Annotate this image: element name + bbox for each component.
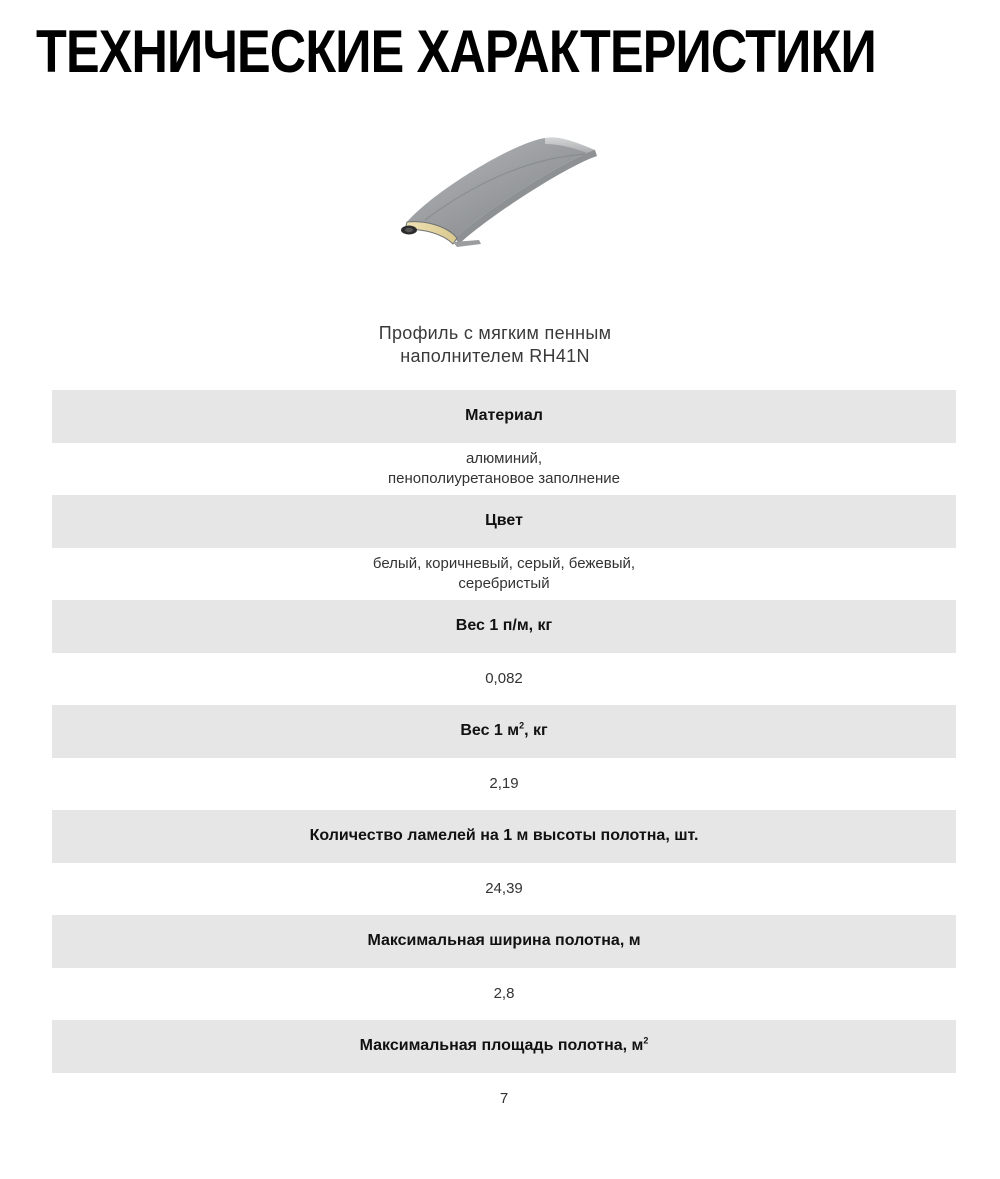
spec-value-max-area: 7 <box>52 1073 956 1126</box>
page-title: ТЕХНИЧЕСКИЕ ХАРАКТЕРИСТИКИ <box>36 18 876 85</box>
spec-value-line: алюминий, <box>465 449 543 467</box>
spec-label-weight-per-meter: Вес 1 п/м, кг <box>52 600 956 653</box>
spec-label-slats-count: Количество ламелей на 1 м высоты полотна, шт. <box>52 810 956 863</box>
spec-value-max-width: 2,8 <box>52 968 956 1021</box>
product-caption <box>0 322 990 368</box>
spec-label-max-width: Максимальная ширина полотна, м <box>52 915 956 968</box>
spec-label-weight-per-sqm <box>52 705 956 758</box>
caption-line-1: Профиль с мягким пенным <box>378 323 612 343</box>
spec-value-weight-per-meter: 0,082 <box>52 653 956 706</box>
spec-label-material: Материал <box>52 390 956 443</box>
spec-label-text: Максимальная площадь полотна, $м^2$ <box>359 1035 649 1055</box>
spec-value-color <box>52 548 956 601</box>
spec-label-text: Вес 1 $м^2$, кг <box>460 720 548 740</box>
spec-value-line: серебристый <box>458 574 550 592</box>
spec-value-line: белый, коричневый, серый, бежевый, <box>372 554 636 572</box>
spec-label-max-area <box>52 1020 956 1073</box>
spec-table <box>52 390 956 1125</box>
spec-value-line: пенополиуретановое заполнение <box>388 469 620 487</box>
spec-label-color: Цвет <box>52 495 956 548</box>
spec-value-weight-per-sqm: 2,19 <box>52 758 956 811</box>
spec-value-material <box>52 443 956 496</box>
caption-line-2: наполнителем RH41N <box>400 346 590 366</box>
profile-slat-image <box>395 130 605 255</box>
spec-value-slats-count: 24,39 <box>52 863 956 916</box>
